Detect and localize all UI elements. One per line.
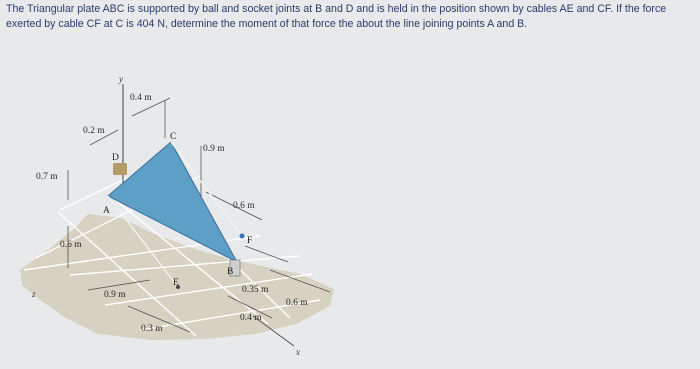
axis-label-z: z bbox=[32, 289, 36, 299]
point-label-f: F bbox=[247, 236, 253, 246]
dim-label: 0.7 m bbox=[36, 172, 58, 182]
dim-label: 0.3 m bbox=[141, 324, 163, 334]
axis-label-y: y bbox=[119, 74, 123, 84]
figure-panel bbox=[0, 56, 700, 369]
point-label-d: D bbox=[112, 153, 119, 163]
axis-label-x: x bbox=[296, 347, 300, 357]
dim-label: 0.6 m bbox=[233, 201, 255, 211]
dim-label: 0.4 m bbox=[240, 313, 262, 323]
support-d bbox=[113, 163, 127, 175]
point-label-b: B bbox=[227, 267, 234, 277]
dim-label: 0.6 m bbox=[60, 240, 82, 250]
anchor-f bbox=[240, 234, 245, 239]
dim-label: 0.6 m bbox=[286, 298, 308, 308]
question-text: The Triangular plate ABC is supported by ball and socket joints at B and D and is held in the position shown by cables AE and CF. If the force exerted by cable CF at C is 404 N, determine the moment of that force the about the line joining points A and B. bbox=[6, 3, 667, 31]
dim-label: 0.2 m bbox=[83, 126, 105, 136]
ground-surface bbox=[20, 214, 334, 340]
point-label-a: A bbox=[103, 206, 110, 216]
mechanics-diagram bbox=[0, 56, 700, 369]
dim-label: 0.4 m bbox=[130, 93, 152, 103]
point-label-c: C bbox=[170, 132, 177, 142]
dim-label: 0.9 m bbox=[203, 144, 225, 154]
dim-label: 0.9 m bbox=[104, 290, 126, 300]
dim-label: 0.35 m bbox=[242, 285, 269, 295]
point-label-e: E bbox=[173, 278, 179, 288]
